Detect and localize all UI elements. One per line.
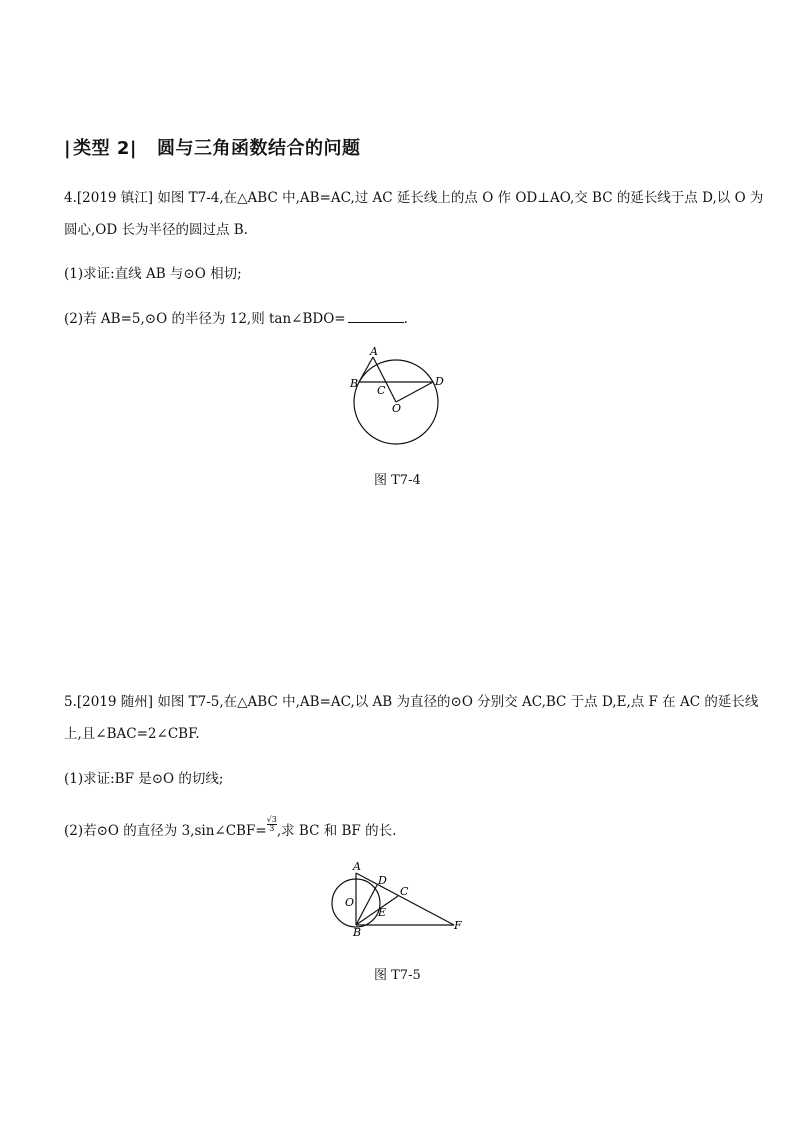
label-a: A — [353, 860, 361, 873]
fraction-denominator: 3 — [269, 824, 275, 833]
label-d: D — [378, 874, 387, 887]
line-bc — [356, 896, 398, 925]
q4-part1: (1)求证:直线 AB 与⊙O 相切; — [64, 266, 242, 282]
heading-bar: | — [64, 138, 72, 159]
q4-part2 — [64, 307, 408, 327]
figure-t7-5 — [326, 858, 466, 938]
label-c: C — [377, 384, 386, 397]
figure-caption-t7-5: 图 T7-5 — [374, 968, 421, 983]
label-d: D — [435, 375, 444, 388]
answer-blank[interactable] — [348, 310, 404, 323]
q5-part1: (1)求证:BF 是⊙O 的切线; — [64, 771, 224, 787]
q4-line2: 圆心,OD 长为半径的圆过点 B. — [64, 222, 248, 238]
label-c: C — [400, 885, 409, 898]
label-b: B — [353, 926, 362, 938]
label-e: E — [378, 906, 387, 919]
line-od — [396, 382, 433, 402]
fraction-numerator: √3 — [266, 815, 277, 824]
label-f: F — [454, 919, 462, 932]
figure-t7-4 — [340, 340, 460, 450]
label-o: O — [345, 896, 355, 909]
heading-type: 类型 2| — [73, 138, 137, 159]
q5-line2: 上,且∠BAC=2∠CBF. — [64, 726, 200, 742]
figure-caption-t7-4: 图 T7-4 — [374, 473, 421, 488]
label-o: O — [392, 402, 402, 415]
fraction — [267, 816, 277, 833]
line-ab — [359, 357, 373, 382]
q4-part2-text: (2)若 AB=5,⊙O 的半径为 12,则 tan∠BDO= — [64, 311, 346, 327]
q5-part2-end: ,求 BC 和 BF 的长. — [276, 823, 397, 839]
q4-line1: 4.[2019 镇江] 如图 T7-4,在△ABC 中,AB=AC,过 AC 延长线上的点 O 作 OD⊥AO,交 BC 的延长线于点 D,以 O 为 — [64, 190, 764, 206]
heading-title: 圆与三角函数结合的问题 — [156, 138, 361, 159]
line-af — [356, 873, 454, 925]
q5-part2-text: (2)若⊙O 的直径为 3,sin∠CBF= — [64, 823, 267, 839]
label-a: A — [370, 345, 378, 358]
label-b: B — [350, 377, 359, 390]
section-heading — [64, 134, 360, 160]
q4-part2-end: . — [403, 311, 408, 327]
q5-part2 — [64, 816, 396, 839]
q5-line1: 5.[2019 随州] 如图 T7-5,在△ABC 中,AB=AC,以 AB 为直径的⊙O 分别交 AC,BC 于点 D,E,点 F 在 AC 的延长线 — [64, 694, 759, 710]
